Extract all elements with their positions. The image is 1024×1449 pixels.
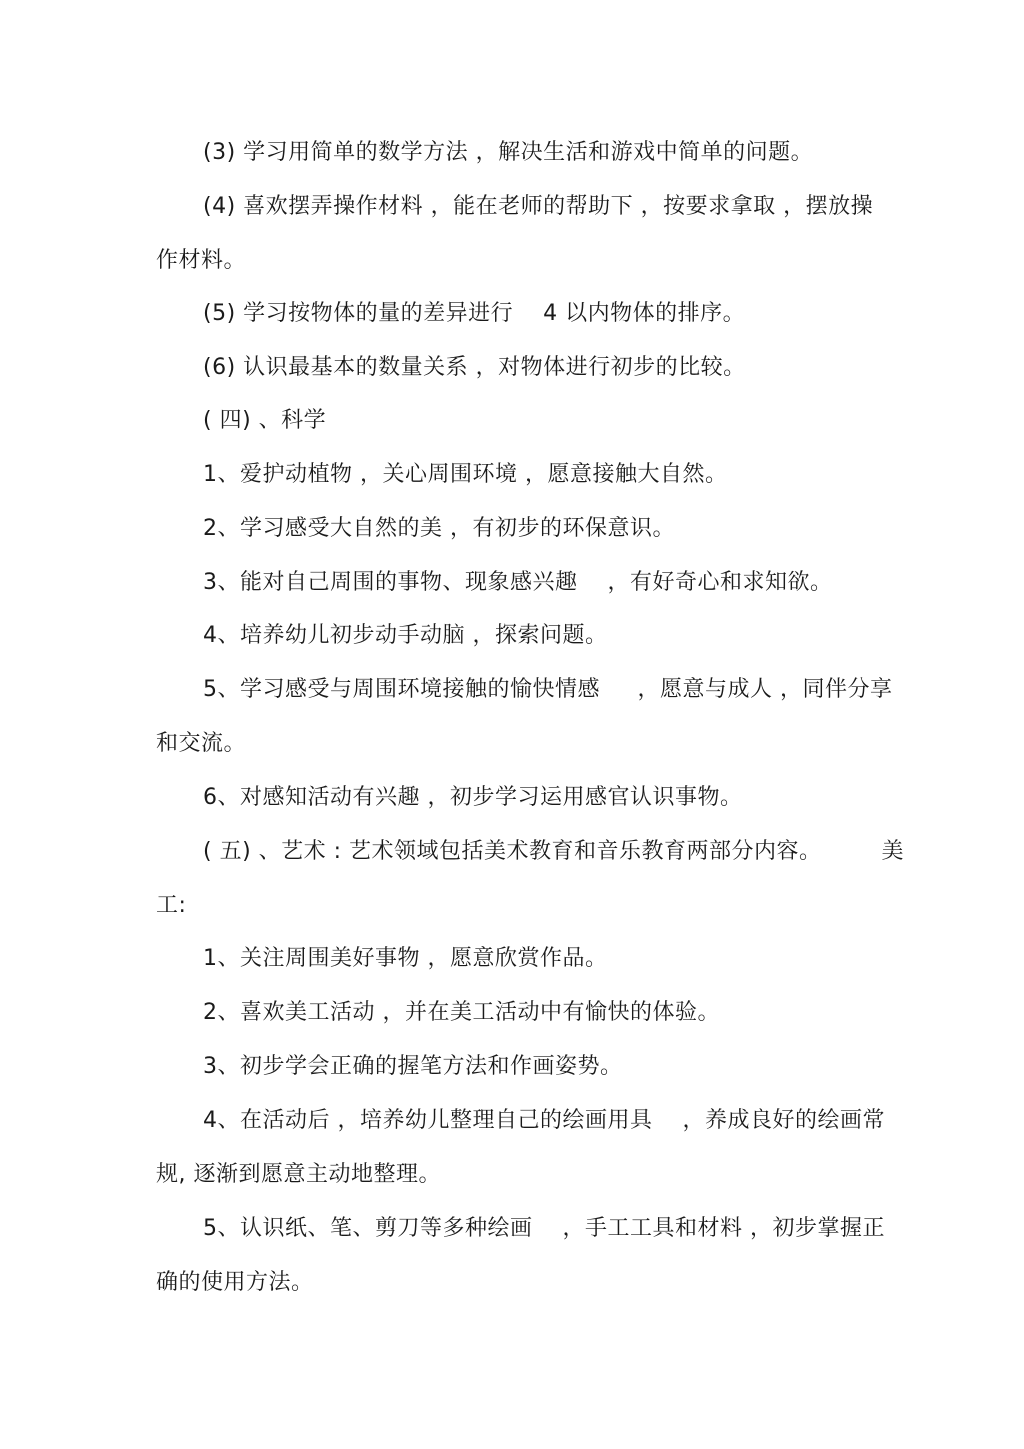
- text-line-art-1: 1、关注周围美好事物 ，愿意欣赏作品。: [203, 946, 608, 971]
- text-line-science-4: 4、培养幼儿初步动手动脑 ，探索问题。: [203, 623, 608, 648]
- text-line-science-2: 2、学习感受大自然的美 ，有初步的环保意识。: [203, 516, 675, 541]
- section-heading-science: ( 四) 、科学: [203, 408, 327, 433]
- text-line-math-3: (3) 学习用简单的数学方法 ，解决生活和游戏中简单的问题。: [203, 140, 814, 165]
- text-line-science-1: 1、爱护动植物 ，关心周围环境 ，愿意接触大自然。: [203, 462, 728, 487]
- text-line-science-3: 3、能对自己周围的事物、现象感兴趣 ，有好奇心和求知欲。: [203, 570, 833, 595]
- text-line-math-5: (5) 学习按物体的量的差异进行 4 以内物体的排序。: [203, 301, 746, 326]
- text-line-art-4: 4、在活动后 ，培养幼儿整理自己的绘画用具 ，养成良好的绘画常: [203, 1108, 885, 1133]
- text-line-art-2: 2、喜欢美工活动 ，并在美工活动中有愉快的体验。: [203, 1000, 720, 1025]
- text-line-art-5: 5、认识纸、笔、剪刀等多种绘画 ，手工工具和材料 ，初步掌握正: [203, 1216, 885, 1241]
- text-line-math-6: (6) 认识最基本的数量关系 ，对物体进行初步的比较。: [203, 355, 746, 380]
- section-heading-art: ( 五) 、艺术 : 艺术领域包括美术教育和音乐教育两部分内容。 美: [203, 839, 904, 864]
- text-line-math-4-cont: 作材料。: [156, 248, 247, 273]
- section-heading-art-cont: 工:: [156, 893, 187, 918]
- text-line-science-5-cont: 和交流。: [156, 731, 247, 756]
- text-line-science-6: 6、对感知活动有兴趣 ，初步学习运用感官认识事物。: [203, 785, 743, 810]
- text-line-science-5: 5、学习感受与周围环境接触的愉快情感 ，愿意与成人 ，同伴分享: [203, 677, 893, 702]
- text-line-art-4-cont: 规, 逐渐到愿意主动地整理。: [156, 1162, 441, 1187]
- text-line-art-3: 3、初步学会正确的握笔方法和作画姿势。: [203, 1054, 623, 1079]
- text-line-art-5-cont: 确的使用方法。: [156, 1270, 314, 1295]
- text-line-math-4: (4) 喜欢摆弄操作材料 ，能在老师的帮助下 ，按要求拿取 ，摆放操: [203, 194, 874, 219]
